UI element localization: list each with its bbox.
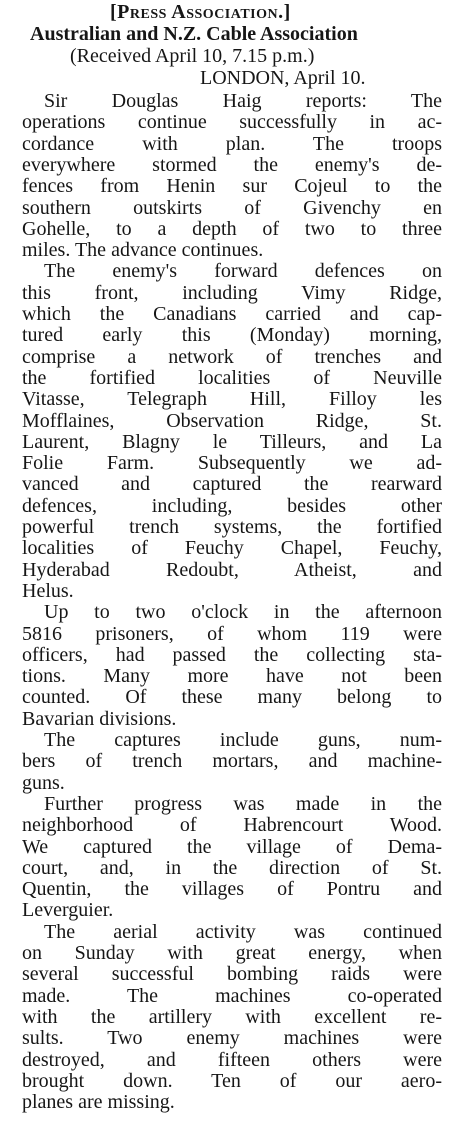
article-line: officers, had passed the collecting sta- xyxy=(22,644,442,666)
article-line: with the artillery with excellent re- xyxy=(22,1006,442,1028)
received-time: (Received April 10, 7.15 p.m.) xyxy=(70,46,315,67)
article-line: Bavarian divisions. xyxy=(22,708,177,730)
article-line: 5816 prisoners, of whom 119 were xyxy=(22,623,442,645)
article-line: defences, including, besides other xyxy=(22,495,442,517)
article-line: several successful bombing raids were xyxy=(22,964,442,986)
article-line: Quentin, the villages of Pontru and xyxy=(22,879,442,901)
article-line: cordance with plan. The troops xyxy=(22,133,442,155)
article-line: sults. Two enemy machines were xyxy=(22,1028,442,1050)
article-line: The enemy's forward defences on xyxy=(44,261,442,283)
article-line: vanced and captured the rearward xyxy=(22,474,442,496)
article-line: miles. The advance continues. xyxy=(22,240,264,262)
article-line: Gohelle, to a depth of two to three xyxy=(22,218,442,240)
article-line: Sir Douglas Haig reports: The xyxy=(44,91,442,112)
dateline: LONDON, April 10. xyxy=(200,68,366,89)
article-line: Leverguier. xyxy=(22,900,114,922)
article-line: fences from Henin sur Cojeul to the xyxy=(22,176,442,198)
article-line: made. The machines co-operated xyxy=(22,985,442,1007)
article-line: on Sunday with great energy, when xyxy=(22,943,442,964)
article-line: Mofflaines, Observation Ridge, St. xyxy=(22,410,442,432)
article-line: Up to two o'clock in the afternoon xyxy=(44,602,442,624)
article-line: The aerial activity was continued xyxy=(44,921,442,943)
cable-association-heading: Australian and N.Z. Cable Association xyxy=(30,24,358,45)
article-line: which the Canadians carried and cap- xyxy=(22,304,442,325)
article-line: We captured the village of Dema- xyxy=(22,836,442,858)
article-line: tions. Many more have not been xyxy=(22,666,442,688)
article-line: Vitasse, Telegraph Hill, Filloy les xyxy=(22,389,442,411)
article-line: bers of trench mortars, and machine- xyxy=(22,751,442,773)
article-line: court, and, in the direction of St. xyxy=(22,857,442,879)
article-line: everywhere stormed the enemy's de- xyxy=(22,154,442,176)
article-line: Hyderabad Redoubt, Atheist, and xyxy=(22,559,442,581)
article-line: this front, including Vimy Ridge, xyxy=(22,282,442,304)
article-line: neighborhood of Habrencourt Wood. xyxy=(22,815,442,837)
article-line: Laurent, Blagny le Tilleurs, and La xyxy=(22,431,442,453)
article-line: brought down. Ten of our aero- xyxy=(22,1070,442,1092)
article-line: destroyed, and fifteen others were xyxy=(22,1049,442,1071)
article-line: Folie Farm. Subsequently we ad- xyxy=(22,453,442,475)
article-line: the fortified localities of Neuville xyxy=(22,367,442,389)
article-line: comprise a network of trenches and xyxy=(22,346,442,368)
article-line: tured early this (Monday) morning, xyxy=(22,325,442,347)
article-line: southern outskirts of Givenchy en xyxy=(22,197,442,219)
article-line: planes are missing. xyxy=(22,1092,175,1114)
article-line: counted. Of these many belong to xyxy=(22,687,442,709)
article-line: powerful trench systems, the fortified xyxy=(22,517,442,538)
article-line: Helus. xyxy=(22,580,74,602)
article-line: operations continue successfully in ac- xyxy=(22,112,442,134)
article-line: The captures include guns, num- xyxy=(44,730,442,751)
press-association-heading: [Press Association.] xyxy=(110,2,291,23)
article-line: Further progress was made in the xyxy=(44,793,442,815)
article-line: localities of Feuchy Chapel, Feuchy, xyxy=(22,538,442,560)
article-line: guns. xyxy=(22,772,65,794)
